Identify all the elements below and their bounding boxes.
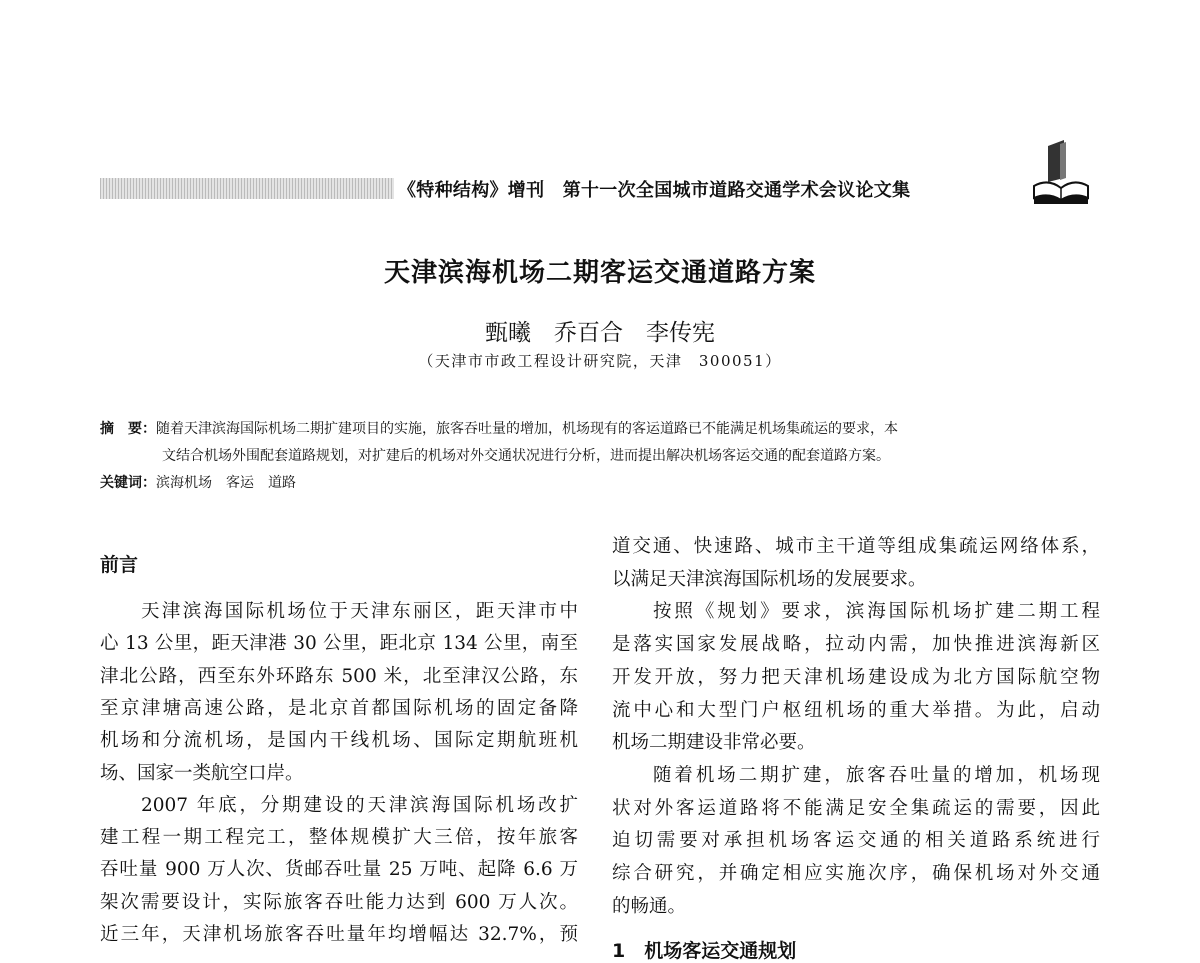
body-text-line: 迫切需要对承担机场客运交通的相关道路系统进行 <box>612 830 1100 852</box>
keywords <box>100 472 296 492</box>
keywords-text: 滨海机场 客运 道路 <box>156 475 296 491</box>
body-text-line: 综合研究，并确定相应实施次序，确保机场对外交通 <box>612 863 1100 884</box>
body-text-line: 近三年，天津机场旅客吞吐量年均增幅达 32.7%，预 <box>100 924 578 945</box>
body-text-line: 建工程一期工程完工，整体规模扩大三倍，按年旅客 <box>100 827 578 849</box>
header-hatch-bar <box>100 178 394 199</box>
body-text-line: 场、国家一类航空口岸。 <box>100 762 304 784</box>
affiliation: （天津市市政工程设计研究院，天津 300051） <box>418 352 782 370</box>
body-text-line: 按照《规划》要求，滨海国际机场扩建二期工程 <box>653 601 1100 623</box>
abstract-line-1 <box>100 418 898 438</box>
abstract-line-2: 文结合机场外围配套道路规划，对扩建后的机场对外交通状况进行分析，进而提出解决机场客运交通的配套道路方案。 <box>162 448 890 464</box>
book-logo-icon <box>1030 138 1092 208</box>
paper-title: 天津滨海机场二期客运交通道路方案 <box>383 258 816 288</box>
body-text-line: 的畅通。 <box>612 895 687 917</box>
body-text-line: 状对外客运道路将不能满足安全集疏运的需要，因此 <box>612 797 1100 819</box>
body-text-line: 机场二期建设非常必要。 <box>612 732 816 754</box>
section-heading-1: 1 机场客运交通规划 <box>612 940 797 962</box>
keywords-label: 关键词： <box>100 475 156 491</box>
body-text-line: 是落实国家发展战略，拉动内需，加快推进滨海新区 <box>612 634 1100 656</box>
body-text-line: 津北公路，西至东外环路东 500 米，北至津汉公路，东 <box>100 665 578 687</box>
body-text-line: 流中心和大型门户枢纽机场的重大举措。为此，启动 <box>612 699 1100 721</box>
abstract-text: 随着天津滨海国际机场二期扩建项目的实施，旅客吞吐量的增加，机场现有的客运道路已不能满足机场集疏运的要求，本 <box>156 421 898 437</box>
body-text-line: 至京津塘高速公路，是北京首都国际机场的固定备降 <box>100 697 578 719</box>
body-text-line: 吞吐量 900 万人次、货邮吞吐量 25 万吨、起降 6.6 万 <box>100 859 578 881</box>
body-text-line: 道交通、快速路、城市主干道等组成集疏运网络体系， <box>612 536 1100 557</box>
body-text-line: 以满足天津滨海国际机场的发展要求。 <box>612 568 927 590</box>
body-text-line: 架次需要设计，实际旅客吞吐能力达到 600 万人次。 <box>100 891 578 913</box>
authors: 甄曦 乔百合 李传宪 <box>485 320 715 346</box>
abstract-label: 摘 要： <box>100 421 156 437</box>
body-text-line: 开发开放，努力把天津机场建设成为北方国际航空物 <box>612 666 1100 688</box>
body-text-line: 2007 年底，分期建设的天津滨海国际机场改扩 <box>141 794 578 816</box>
section-heading-preface: 前言 <box>100 554 139 576</box>
body-text-line: 随着机场二期扩建，旅客吞吐量的增加，机场现 <box>653 764 1100 786</box>
body-text-line: 机场和分流机场，是国内干线机场、国际定期航班机 <box>100 730 578 752</box>
journal-header: 《特种结构》增刊 第十一次全国城市道路交通学术会议论文集 <box>398 180 911 201</box>
body-text-line: 天津滨海国际机场位于天津东丽区，距天津市中 <box>141 601 578 622</box>
body-text-line: 心 13 公里，距天津港 30 公里，距北京 134 公里，南至 <box>100 633 578 655</box>
